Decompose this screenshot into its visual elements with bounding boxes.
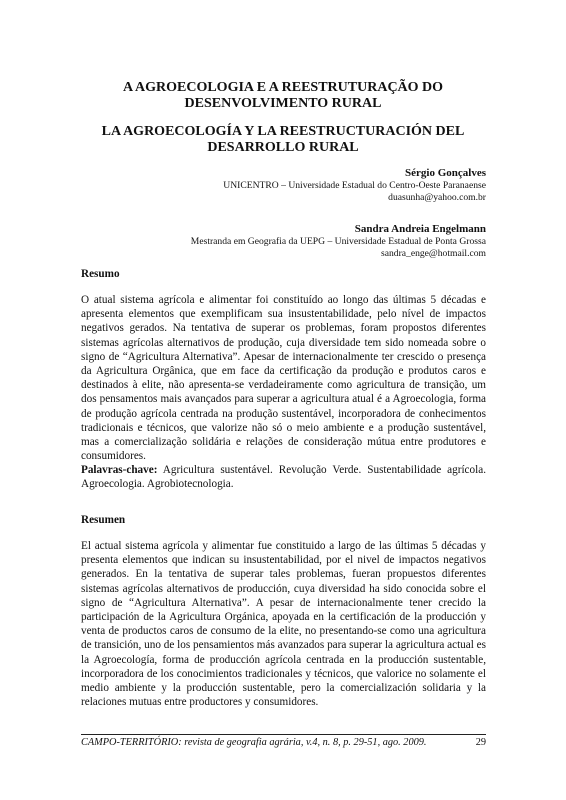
author-name: Sérgio Gonçalves <box>405 167 486 179</box>
title-spanish-line: DESARROLLO RURAL <box>207 140 359 155</box>
title-spanish <box>60 124 506 156</box>
author-affiliation: UNICENTRO – Universidade Estadual do Centro-Oeste Paranaense <box>223 180 486 191</box>
journal-citation: CAMPO-TERRITÓRIO: revista de geografia agrária, v.4, n. 8, p. 29-51, ago. 2009. <box>81 737 427 748</box>
page-number: 29 <box>475 737 486 748</box>
author-affiliation: Mestranda em Geografia da UEPG – Universidade Estadual de Ponta Grossa <box>190 236 486 247</box>
title-portuguese <box>60 80 506 112</box>
keywords-text: Agricultura sustentável. Revolução Verde. Sustentabilidade agrícola. Agroecologia. Agrobiotecnologia. <box>81 464 486 491</box>
resumo-heading: Resumo <box>81 268 120 280</box>
author-name: Sandra Andreia Engelmann <box>354 223 486 235</box>
resumen-paragraph: El actual sistema agrícola y alimentar fue constituido a largo de las últimas 5 décadas y presenta elementos que indican su insustentabilidad, por el nivel de impactos negativos generados. En la tentativa de superar tales problemas, fueran propuestos diferentes sistemas agrícolas alternativos de producción, cuya diversidad ha sido conocida sobre el signo de “Agricultura Alternativa”. A pesar de internacionalmente tener crecido la participación de la Agricultura Orgánica, apoyada en la certificación de la producción y venta de productos caros de consumo de la elite, no presentando-se como una agricultura de transición, uno de los pensamientos más avanzados para superar la agricultura actual es la Agroecología, forma de producción agrícola centrada en la producción sustentable, incorporadora de los conocimientos tradicionales y técnicos, que valorice no solamente el medio ambiente y la producción sustentable, pero la comercialización solidaria y la relaciones mutuas entre productores y consumidores. <box>81 540 486 709</box>
author-email: duasunha@yahoo.com.br <box>388 192 486 203</box>
title-portuguese-line: A AGROECOLOGIA E A REESTRUTURAÇÃO DO <box>122 80 444 95</box>
title-portuguese-line: DESENVOLVIMENTO RURAL <box>184 96 382 111</box>
author-email: sandra_enge@hotmail.com <box>380 248 486 259</box>
author-block <box>191 222 486 260</box>
keywords-label: Palavras-chave: <box>81 464 158 476</box>
title-spanish-line: LA AGROECOLOGÍA Y LA REESTRUCTURACIÓN DEL <box>101 124 465 139</box>
resumo-paragraph: O atual sistema agrícola e alimentar foi constituído ao longo das últimas 5 décadas e apresenta elementos que exemplificam sua insustentabilidade, pelo nível de impactos negativos gerados. Na tentativa de superar os problemas, foram propostos diferentes sistemas agrícolas alternativos de produção, cuja diversidade tem sido nomeada sobre o signo de “Agricultura Alternativa”. Apesar de internacionalmente ter crescido o presença da Agricultura Orgânica, que em face da certificação da produção e produtos caros e destinados à elite, não apresenta-se verdadeiramente como agricultura de transição, um dos pensamentos mais avançados para superar a agricultura atual é a Agroecologia, forma de produção agrícola centrada na produção sustentável, incorporadora de conhecimentos tradicionais e técnicos, que valorize não só o meio ambiente e a produção sustentável, mas a comercialização solidária e relações de consideração mútua entre produtores e consumidores. <box>81 294 486 463</box>
page-footer <box>81 734 486 748</box>
keywords-paragraph <box>81 463 486 491</box>
resumen-heading: Resumen <box>81 514 126 526</box>
author-block <box>223 166 486 204</box>
